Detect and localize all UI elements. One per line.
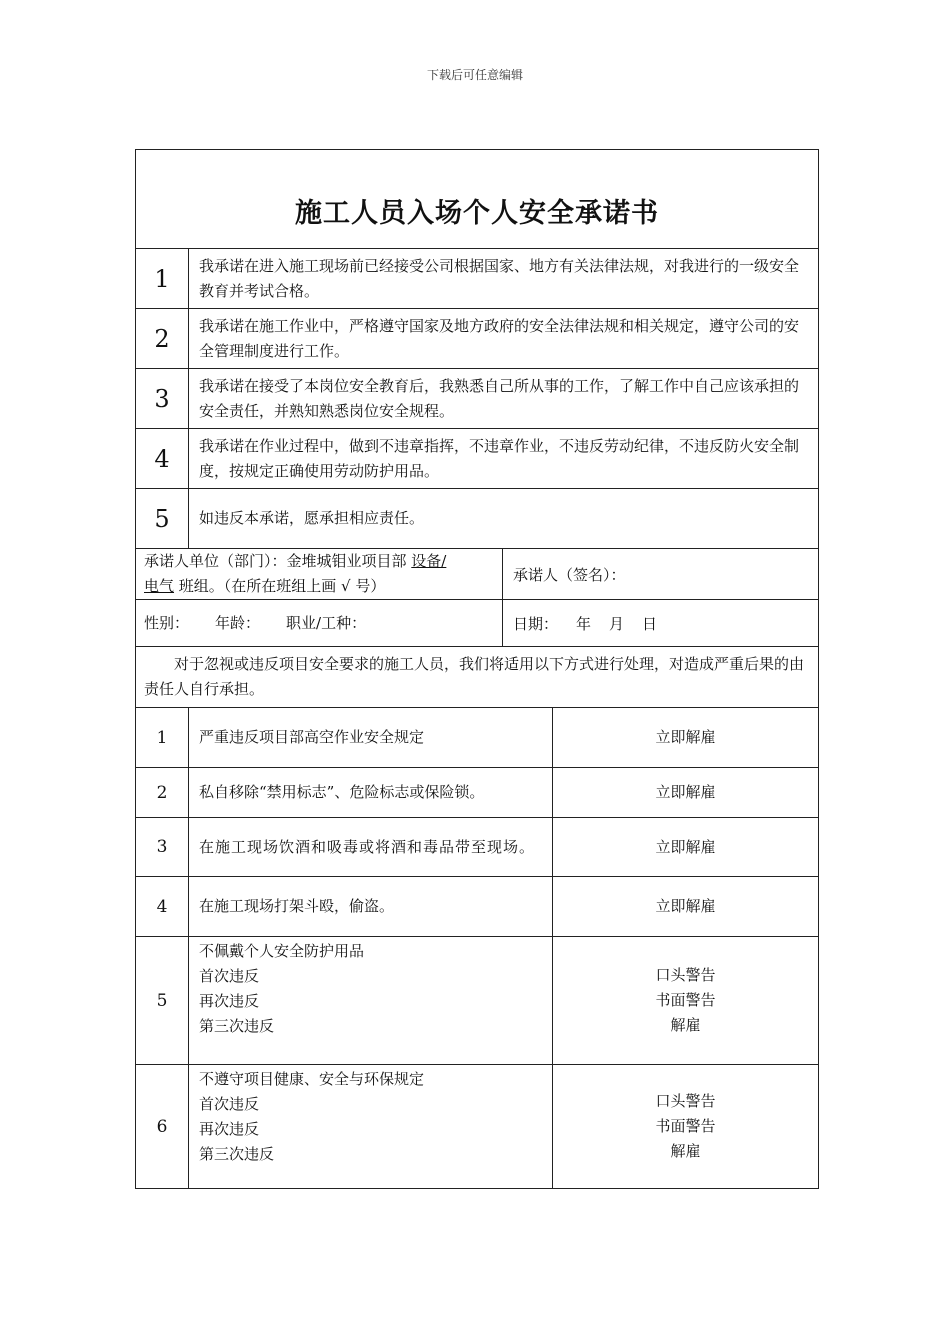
signer-label: 承诺人（签名）： xyxy=(513,565,626,584)
promise-text: 我承诺在进入施工现场前已经接受公司根据国家、地方有关法律法规，对我进行的一级安全教育并考试合格。 xyxy=(199,256,800,300)
promise-text: 我承诺在接受了本岗位安全教育后，我熟悉自己所从事的工作，了解工作中自己应该承担的安全责任，并熟知熟悉岗位安全规程。 xyxy=(199,376,800,420)
penalty-row xyxy=(136,1064,818,1188)
penalty-violation xyxy=(189,708,553,767)
age-label: 年龄： xyxy=(215,613,261,632)
penalty-action xyxy=(553,1065,818,1188)
action-line: 书面警告 xyxy=(655,991,716,1009)
promise-number: 4 xyxy=(136,429,189,488)
unit-team-underlined: 设备/ xyxy=(411,552,447,570)
notice-text: 对于忽视或违反项目安全要求的施工人员，我们将适用以下方式进行处理，对造成严重后果的由责任人自行承担。 xyxy=(144,655,805,698)
violation-line: 不佩戴个人安全防护用品 xyxy=(199,942,365,960)
title-row xyxy=(136,150,818,248)
job-label: 职业/工种： xyxy=(286,613,367,632)
commitment-form xyxy=(135,149,819,1189)
action-line: 书面警告 xyxy=(655,1117,716,1135)
penalty-number: 6 xyxy=(136,1065,189,1188)
penalty-row xyxy=(136,936,818,1064)
unit-suffix: 班组。（在所在班组上画 √ 号） xyxy=(174,577,386,595)
personal-info-field[interactable] xyxy=(136,600,503,646)
penalty-row xyxy=(136,707,818,767)
penalty-row xyxy=(136,876,818,936)
promise-row xyxy=(136,308,818,368)
action-line: 立即解雇 xyxy=(655,837,716,856)
promise-text: 我承诺在施工作业中，严格遵守国家及地方政府的安全法律法规和相关规定，遵守公司的安全管理制度进行工作。 xyxy=(199,316,800,360)
personal-info-row xyxy=(136,599,818,646)
violation-line: 首次违反 xyxy=(199,1095,260,1113)
violation-line: 再次违反 xyxy=(199,1120,260,1138)
violation-line: 第三次违反 xyxy=(199,1017,275,1035)
violation-line: 在施工现场打架斗殴，偷盗。 xyxy=(199,897,395,915)
promise-row xyxy=(136,488,818,548)
penalty-number: 3 xyxy=(136,818,189,876)
penalty-number: 4 xyxy=(136,877,189,936)
penalty-violation xyxy=(189,937,553,1064)
promise-number: 5 xyxy=(136,489,189,548)
penalty-number: 1 xyxy=(136,708,189,767)
unit-team-underlined: 电气 xyxy=(144,577,175,595)
violation-line: 不遵守项目健康、安全与环保规定 xyxy=(199,1070,425,1088)
penalty-action xyxy=(553,708,818,767)
penalty-violation xyxy=(189,1065,553,1188)
promise-text: 如违反本承诺，愿承担相应责任。 xyxy=(199,509,425,527)
action-line: 口头警告 xyxy=(655,1092,716,1110)
penalty-action xyxy=(553,877,818,936)
penalty-row xyxy=(136,767,818,817)
action-line: 立即解雇 xyxy=(655,783,716,801)
unit-field xyxy=(136,549,503,599)
day-label: 日 xyxy=(642,614,658,633)
year-label: 年 xyxy=(576,614,592,633)
gender-label: 性别： xyxy=(144,613,190,632)
promise-number: 3 xyxy=(136,369,189,428)
action-line: 立即解雇 xyxy=(655,728,716,746)
promise-row xyxy=(136,428,818,488)
violation-line: 在施工现场饮酒和吸毒或将酒和毒品带至现场。 xyxy=(199,837,536,856)
promise-number: 1 xyxy=(136,249,189,308)
action-line: 立即解雇 xyxy=(655,897,716,915)
promise-row xyxy=(136,368,818,428)
violation-line: 严重违反项目部高空作业安全规定 xyxy=(199,728,425,746)
action-line: 解雇 xyxy=(670,1016,701,1034)
penalty-action xyxy=(553,818,818,876)
penalty-violation xyxy=(189,818,553,876)
form-title: 施工人员入场个人安全承诺书 xyxy=(295,198,659,229)
date-label: 日期： xyxy=(513,614,559,633)
promise-number: 2 xyxy=(136,309,189,368)
action-line: 解雇 xyxy=(670,1142,701,1160)
notice-row xyxy=(136,646,818,707)
penalty-action xyxy=(553,768,818,817)
signer-field[interactable] xyxy=(503,549,818,599)
penalty-violation xyxy=(189,768,553,817)
date-field[interactable] xyxy=(503,600,818,646)
penalty-number: 5 xyxy=(136,937,189,1064)
violation-line: 首次违反 xyxy=(199,967,260,985)
penalty-violation xyxy=(189,877,553,936)
violation-line: 再次违反 xyxy=(199,992,260,1010)
unit-prefix: 承诺人单位（部门）：金堆城钼业项目部 xyxy=(144,552,412,570)
violation-line: 第三次违反 xyxy=(199,1145,275,1163)
promise-row xyxy=(136,248,818,308)
violation-line: 私自移除“禁用标志”、危险标志或保险锁。 xyxy=(199,783,485,801)
penalty-row xyxy=(136,817,818,876)
penalty-number: 2 xyxy=(136,768,189,817)
promise-text: 我承诺在作业过程中，做到不违章指挥，不违章作业，不违反劳动纪律，不违反防火安全制度，按规定正确使用劳动防护用品。 xyxy=(199,436,800,480)
action-line: 口头警告 xyxy=(655,966,716,984)
header-note: 下载后可任意编辑 xyxy=(426,68,523,82)
unit-signer-row xyxy=(136,548,818,599)
penalty-action xyxy=(553,937,818,1064)
month-label: 月 xyxy=(609,614,625,633)
